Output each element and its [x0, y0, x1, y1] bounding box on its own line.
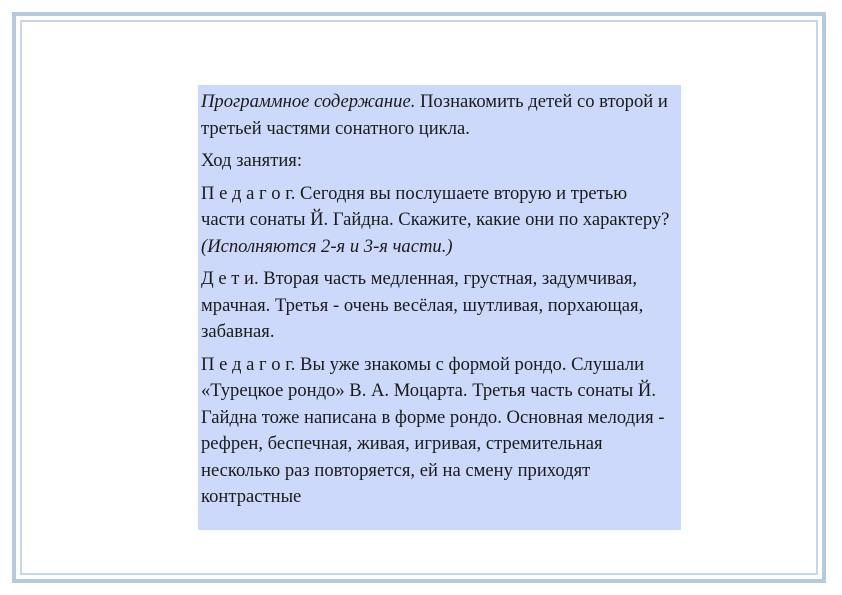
lesson-course-heading: Ход занятия:	[201, 150, 303, 171]
teacher-paragraph-1	[201, 181, 675, 261]
teacher-speech-1: Сегодня вы послушаете вторую и третью части сонаты Й. Гайдна. Скажите, какие они по характеру?	[201, 182, 670, 230]
teacher-paragraph-2	[201, 352, 675, 511]
teacher-speaker-label-2: П е д а г о г.	[201, 353, 296, 375]
children-speech: Вторая часть медленная, грустная, задумчивая, мрачная. Третья - очень весёлая, шутливая, порхающая, забавная.	[201, 268, 644, 342]
teacher-speech-2: Вы уже знакомы с формой рондо. Слушали «Турецкое рондо» В. А. Моцарта. Третья часть сонаты Й. Гайдна тоже написана в форме рондо. Основная мелодия - рефрен, беспечная, живая, игривая, стремительная несколько раз повторяется, ей на смену приходят контрастные	[201, 353, 665, 507]
program-content-label: Программное содержание.	[201, 91, 416, 112]
stage-remark: (Исполняются 2-я и 3-я части.)	[201, 235, 453, 257]
children-speaker-label: Д е т и.	[201, 268, 259, 289]
program-content-paragraph	[201, 89, 675, 142]
children-paragraph	[201, 266, 675, 346]
program-content-text: Познакомить детей со второй и третьей частями сонатного цикла.	[201, 91, 668, 139]
lesson-text-box	[198, 85, 681, 530]
teacher-speaker-label: П е д а г о г.	[201, 182, 296, 204]
